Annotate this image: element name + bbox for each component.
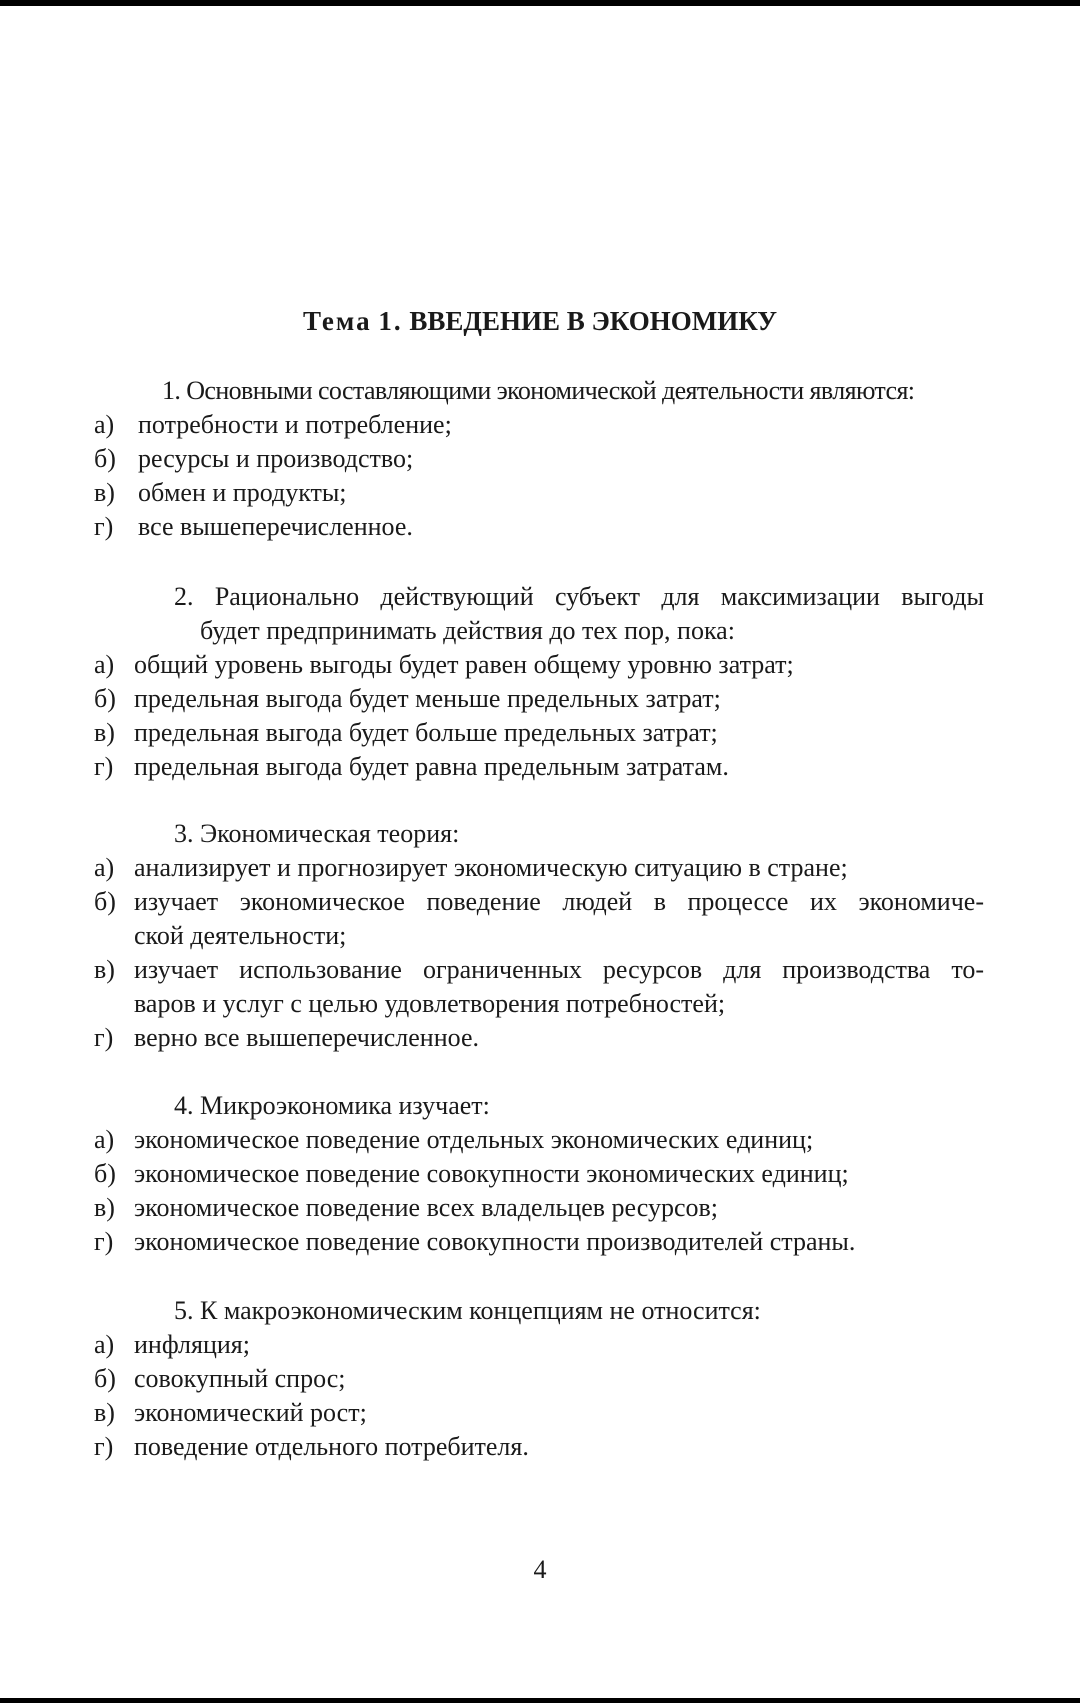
option-text-line-2: ской деятельности; — [134, 921, 347, 950]
option-text: обмен и продукты; — [138, 478, 347, 507]
page-number: 4 — [533, 1555, 547, 1584]
option-text: экономическое поведение совокупности производителей страны. — [134, 1227, 856, 1256]
option-label: а) — [94, 410, 115, 439]
bottom-edge-border — [0, 1698, 1080, 1703]
question-1-option-b — [0, 442, 1080, 476]
option-label: в) — [94, 1193, 115, 1222]
question-2-option-c — [0, 716, 1080, 750]
option-text: анализирует и прогнозирует экономическую ситуацию в стране; — [134, 853, 848, 882]
option-text: совокупный спрос; — [134, 1364, 346, 1393]
option-label: б) — [94, 684, 116, 713]
option-text: экономическое поведение совокупности экономических единиц; — [134, 1159, 849, 1188]
option-label: а) — [94, 853, 115, 882]
question-4 — [0, 1089, 1080, 1259]
question-3-option-d — [0, 1021, 1080, 1055]
option-text-line-1: изучает использование ограниченных ресурсов для производства то- — [134, 955, 984, 984]
option-text: экономическое поведение всех владельцев ресурсов; — [134, 1193, 718, 1222]
title-prefix: Тема — [302, 306, 372, 336]
question-2-line-1: 2. Рационально действующий субъект для максимизации выгоды — [174, 582, 984, 611]
question-2-option-d — [0, 750, 1080, 784]
question-3-option-b — [0, 885, 1080, 953]
option-text: общий уровень выгоды будет равен общему уровню затрат; — [134, 650, 794, 679]
option-text: инфляция; — [134, 1330, 250, 1359]
question-2-option-a — [0, 648, 1080, 682]
option-text-line-2: варов и услуг с целью удовлетворения потребностей; — [134, 989, 726, 1018]
option-label: г) — [94, 752, 114, 781]
question-1 — [0, 374, 1080, 544]
question-2 — [0, 580, 1080, 784]
option-label: в) — [94, 478, 115, 507]
option-label: г) — [94, 1227, 114, 1256]
option-label: б) — [94, 1364, 116, 1393]
question-4-option-c — [0, 1191, 1080, 1225]
question-5-option-d — [0, 1430, 1080, 1464]
option-text: предельная выгода будет больше предельных затрат; — [134, 718, 718, 747]
title-text: ВВЕДЕНИЕ В ЭКОНОМИКУ — [409, 306, 778, 336]
option-label: а) — [94, 1330, 115, 1359]
option-label: б) — [94, 1159, 116, 1188]
option-label: в) — [94, 718, 115, 747]
option-label: г) — [94, 512, 114, 541]
option-label: а) — [94, 650, 115, 679]
option-text: предельная выгода будет равна предельным затратам. — [134, 752, 729, 781]
question-1-option-d — [0, 510, 1080, 544]
option-text: все вышеперечисленное. — [138, 512, 413, 541]
title-number: 1. — [378, 306, 403, 336]
option-text: экономический рост; — [134, 1398, 367, 1427]
option-text-line-1: изучает экономическое поведение людей в процессе их экономиче- — [134, 887, 984, 916]
question-3-option-c — [0, 953, 1080, 1021]
option-label: б) — [94, 444, 116, 473]
question-5-option-a — [0, 1328, 1080, 1362]
question-5-option-b — [0, 1362, 1080, 1396]
question-1-option-a — [0, 408, 1080, 442]
question-2-line-2: будет предпринимать действия до тех пор, пока: — [200, 616, 735, 645]
page-title — [0, 303, 1080, 339]
question-3 — [0, 817, 1080, 1055]
option-text: поведение отдельного потребителя. — [134, 1432, 529, 1461]
option-label: г) — [94, 1432, 114, 1461]
question-5-option-c — [0, 1396, 1080, 1430]
question-4-option-b — [0, 1157, 1080, 1191]
question-2-option-b — [0, 682, 1080, 716]
question-5-text: 5. К макроэкономическим концепциям не относится: — [174, 1296, 761, 1325]
question-4-option-d — [0, 1225, 1080, 1259]
question-4-text: 4. Микроэкономика изучает: — [174, 1091, 490, 1120]
question-1-text: 1. Основными составляющими экономической деятельности являются: — [162, 376, 915, 405]
option-label: в) — [94, 955, 115, 984]
option-label: б) — [94, 887, 116, 916]
question-5 — [0, 1294, 1080, 1464]
question-3-text: 3. Экономическая теория: — [174, 819, 460, 848]
question-4-option-a — [0, 1123, 1080, 1157]
option-text: ресурсы и производство; — [138, 444, 414, 473]
option-label: в) — [94, 1398, 115, 1427]
option-label: г) — [94, 1023, 114, 1052]
option-text: верно все вышеперечисленное. — [134, 1023, 479, 1052]
option-text: экономическое поведение отдельных экономических единиц; — [134, 1125, 814, 1154]
option-text: потребности и потребление; — [138, 410, 452, 439]
option-label: а) — [94, 1125, 115, 1154]
top-edge-border — [0, 0, 1080, 6]
option-text: предельная выгода будет меньше предельных затрат; — [134, 684, 721, 713]
question-1-option-c — [0, 476, 1080, 510]
question-3-option-a — [0, 851, 1080, 885]
